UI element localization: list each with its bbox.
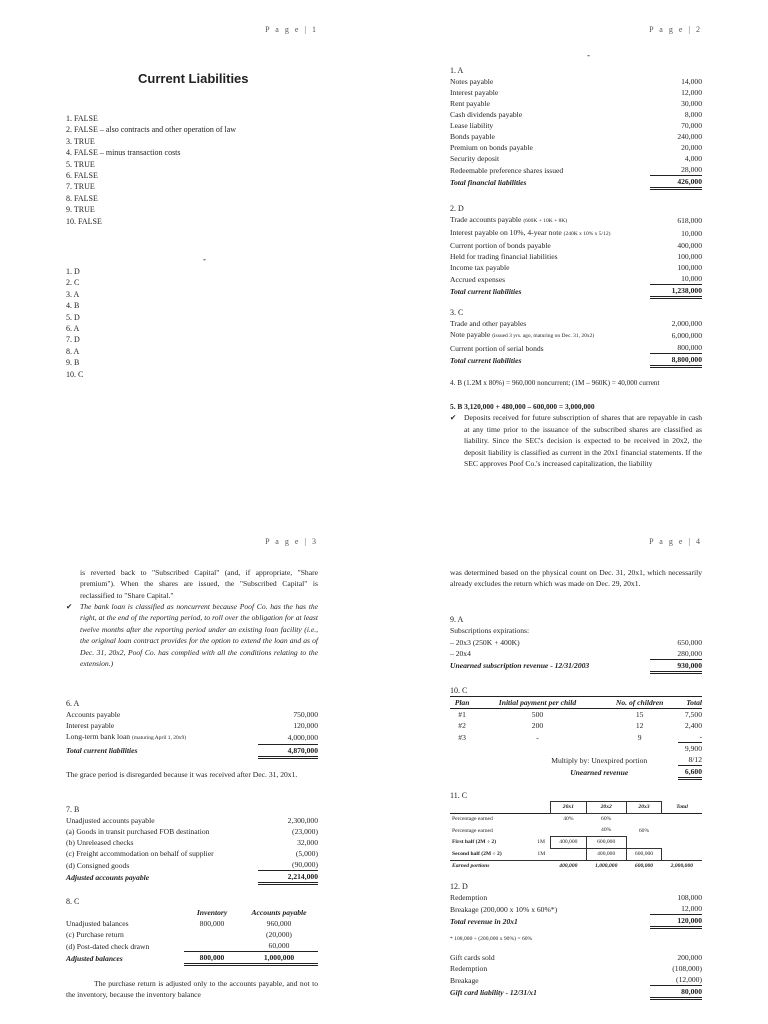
table-row <box>450 892 702 903</box>
row-amount: 650,000 <box>677 637 702 647</box>
total-label: Total current liabilities <box>450 286 522 296</box>
question-head: 7. B <box>66 805 80 814</box>
page-number: P a g e | 3 <box>265 537 318 546</box>
table-cell: 60% <box>601 816 612 823</box>
table-row <box>66 859 318 871</box>
row-amount: 120,000 <box>293 721 318 731</box>
row-label: (c) Purchase return <box>66 930 124 940</box>
page-number: P a g e | 4 <box>649 537 702 546</box>
total-value: 1,238,000 <box>650 285 702 298</box>
table-cell <box>551 849 586 861</box>
col-header: 20x2 <box>586 802 626 814</box>
q2-table <box>450 214 702 299</box>
total-row <box>66 952 318 965</box>
row-amount: 800,000 <box>650 342 702 354</box>
table-row <box>450 861 702 873</box>
table-cell: #3 <box>458 732 466 742</box>
q12-table <box>450 892 702 929</box>
row-label: Interest payable <box>450 88 499 98</box>
row-amount: 2,300,000 <box>287 816 318 826</box>
row-label: (d) Consigned goods <box>66 860 130 870</box>
document-title: Current Liabilities <box>138 71 249 86</box>
table-row <box>66 826 318 837</box>
table-row <box>450 240 702 251</box>
row-label: – 20x3 (250K + 400K) <box>450 637 520 647</box>
table-row <box>450 87 702 98</box>
answer-item: 4. B <box>66 301 80 311</box>
row-amount: 28,000 <box>650 164 702 176</box>
col-header: Accounts payable <box>251 908 307 918</box>
row-amount: 32,000 <box>297 838 318 848</box>
row-note: (240K x 10% x 5/12) <box>563 231 611 238</box>
table-row <box>450 849 702 861</box>
table-row <box>450 262 702 273</box>
table-cell: Percentage earned <box>452 827 493 834</box>
row-amount: (20,000) <box>266 930 292 940</box>
total-value: 930,000 <box>650 659 702 672</box>
continued-text: was determined based on the physical count on Dec. 31, 20x1, which necessarily already excludes the return which was made on Dec. 29, 20x1. <box>450 568 702 589</box>
q6-table <box>66 709 318 759</box>
table-row <box>450 214 702 227</box>
row-note: (maturing April 1, 20x9) <box>132 735 187 742</box>
row-amount: 100,000 <box>677 263 702 273</box>
row-amount: 12,000 <box>650 903 702 915</box>
answer-item: 6. A <box>66 324 80 334</box>
row-label: Note payable (issued 3 yrs. ago, maturing on Dec. 31, 20x2) <box>450 330 595 340</box>
table-cell <box>662 825 702 837</box>
answer-item: 1. FALSE <box>66 114 98 123</box>
q7-block <box>66 804 318 885</box>
col-header: Inventory <box>196 908 228 918</box>
row-label: Current portion of bonds payable <box>450 241 551 251</box>
table-row <box>66 815 318 826</box>
question-head: 8. C <box>66 897 80 906</box>
row-label: Gift cards sold <box>450 953 495 963</box>
table-cell: 600,000 <box>586 837 626 849</box>
row-amount: 8,000 <box>684 110 702 120</box>
table-cell: 600,000 <box>626 849 661 861</box>
row-label: Security deposit <box>450 154 500 164</box>
row-note: (600K + 10K + 8K) <box>523 218 568 225</box>
row-label: Accounts payable <box>66 710 121 720</box>
closing-text: The purchase return is adjusted only to the accounts payable, and not to the inventory, because the inventory balance <box>66 979 318 1000</box>
table-row <box>450 227 702 240</box>
q9-block <box>450 614 702 674</box>
row-label: Rent payable <box>450 99 490 109</box>
table-cell <box>662 849 702 861</box>
table-cell: 12 <box>635 721 644 731</box>
table-cell: 1M <box>537 851 546 858</box>
total-label: Total current liabilities <box>66 746 138 756</box>
row-amount <box>184 940 240 952</box>
table-row <box>66 918 318 929</box>
question-head: 1. A <box>450 66 464 75</box>
table-row <box>450 731 702 743</box>
result-label: Unearned revenue <box>570 767 629 777</box>
col-header: No. of children <box>615 698 664 708</box>
q1-block <box>450 65 702 190</box>
table-row <box>450 963 702 974</box>
table-row <box>66 720 318 731</box>
row-label: Trade and other payables <box>450 319 527 329</box>
row-label: – 20x4 <box>450 649 471 659</box>
total-value: 2,214,000 <box>258 871 318 884</box>
row-amount: 70,000 <box>681 121 702 131</box>
row-label: Bonds payable <box>450 132 495 142</box>
table-cell: 60% <box>638 827 650 834</box>
q4-answer: 4. B (1.2M x 80%) = 960,000 noncurrent; (1M – 960K) = 40,000 current <box>450 379 660 387</box>
part1-answers <box>66 113 236 227</box>
table-row <box>450 329 702 342</box>
total-value: 120,000 <box>650 915 702 928</box>
table-row <box>450 142 702 153</box>
row-label: Premium on bonds payable <box>450 143 533 153</box>
row-label: Held for trading financial liabilities <box>450 252 558 262</box>
q3-block <box>450 307 702 368</box>
row-label: Income tax payable <box>450 263 510 273</box>
answer-item: 8. A <box>66 346 80 356</box>
table-cell: 400,000 <box>586 849 626 861</box>
question-head: 6. A <box>66 699 80 708</box>
row-label: Cash dividends payable <box>450 110 523 120</box>
table-cell <box>532 825 551 837</box>
row-amount: 960,000 <box>266 919 292 929</box>
bank-loan-explanation: ✔ The bank loan is classified as noncurrent because Poof Co. has the has the right, at the end of the reporting period, to roll over the obligation for at least twelve months after the reporting period under an existing loan facility (i.e., the original loan contract provides for the option to extend the loan and as of Dec. 31, 20x2, Poof Co. has complied with all the conditions relating to the extension.) <box>66 602 318 669</box>
table-row <box>450 814 702 826</box>
q12-block <box>450 881 702 1000</box>
total-row <box>450 659 702 672</box>
q8-block <box>66 896 318 966</box>
total-label: Total financial liabilities <box>450 177 527 187</box>
row-amount: 10,000 <box>681 229 702 239</box>
q10-block <box>450 685 702 780</box>
gift-card-table <box>450 952 702 1000</box>
answer-item: 2. C <box>66 278 80 288</box>
table-row <box>450 164 702 176</box>
table-row <box>450 342 702 354</box>
answer-item: 1. D <box>66 267 80 276</box>
multiplier-label: Multiply by: Unexpired portion <box>551 755 648 765</box>
row-label: Current portion of serial bonds <box>450 343 544 353</box>
answer-item: 7. TRUE <box>66 182 95 192</box>
col-header <box>450 802 532 814</box>
question-head: 2. D <box>450 204 464 213</box>
row-amount: (12,000) <box>650 974 702 986</box>
table-cell: 40% <box>563 816 574 823</box>
page-number: P a g e | 2 <box>649 25 702 34</box>
section-separator: - <box>203 254 206 264</box>
question-head: 5. B 3,120,000 + 480,000 – 600,000 = 3,000,000 <box>450 402 595 411</box>
total-label: Adjusted balances <box>66 953 123 963</box>
row-label: Unadjusted balances <box>66 919 129 929</box>
table-cell: 2,400 <box>684 721 702 731</box>
row-amount: 400,000 <box>677 241 702 251</box>
table-cell: 7,500 <box>684 710 702 720</box>
row-amount: (5,000) <box>295 849 318 859</box>
table-cell <box>532 814 551 826</box>
col-header <box>532 802 551 814</box>
table-cell: 9 <box>637 732 642 742</box>
answer-item: 3. TRUE <box>66 136 95 146</box>
row-amount: 100,000 <box>677 252 702 262</box>
table-row <box>450 837 702 849</box>
q1-table <box>450 76 702 190</box>
row-amount: 12,000 <box>681 88 702 98</box>
table-cell <box>551 825 586 837</box>
q9-table <box>450 637 702 674</box>
row-label: (a) Goods in transit purchased FOB destination <box>66 827 210 837</box>
continued-text: is reverted back to "Subscribed Capital" (and, if appropriate, "Share premium"). When the shares are issued, the "Subscribed Capital" is reclassified to "Share Capital." <box>80 568 318 600</box>
table-cell: 600,000 <box>634 863 654 870</box>
table-row <box>450 76 702 87</box>
table-cell <box>662 837 702 849</box>
table-cell: Second half (2M ÷ 2) <box>452 851 502 858</box>
table-row <box>450 98 702 109</box>
row-amount: 108,000 <box>677 893 702 903</box>
grace-note: The grace period is disregarded because it was received after Dec. 31, 20x1. <box>66 770 298 779</box>
answer-item: 10. C <box>66 369 84 379</box>
q7-table <box>66 815 318 885</box>
row-label: (d) Post-dated check drawn <box>66 941 150 951</box>
table-cell: Percentage earned <box>452 816 493 823</box>
table-cell: Earned portions <box>452 863 490 870</box>
question-head: 10. C <box>450 686 468 695</box>
question-head: 11. C <box>450 791 468 800</box>
row-label: Lease liability <box>450 121 494 131</box>
table-cell: 15 <box>635 710 644 720</box>
table-row <box>450 120 702 131</box>
col-header: Total <box>676 804 688 811</box>
q5-explanation: ✔ Deposits received for future subscription of shares that are repayable in cash at any time prior to the issuance of the subscribed shares are classified as liability. Since the SEC's decision is expected to be received in 20x2, the deposit liability is classified as current in the 20x1 financial statements. If the SEC approves Poof Co.'s increased capitalization, the liability <box>450 413 702 469</box>
row-amount: 240,000 <box>677 132 702 142</box>
q11-block <box>450 790 702 872</box>
table-cell: 500 <box>531 710 544 720</box>
table-row <box>450 720 702 731</box>
total-value: 1,000,000 <box>240 952 318 965</box>
sub-heading: Subscriptions expirations: <box>450 626 530 636</box>
row-label: Breakage <box>450 975 479 985</box>
row-label: Interest payable on 10%, 4-year note (240K x 10% x 5/12) <box>450 228 611 238</box>
multiplier-value: 8/12 <box>678 754 702 766</box>
col-header: 20x3 <box>626 802 661 814</box>
page-number: P a g e | 1 <box>265 25 318 34</box>
row-label: Unadjusted accounts payable <box>66 816 155 826</box>
col-header: Initial payment per child <box>498 698 577 708</box>
table-cell: 400,000 <box>559 863 578 870</box>
table-row <box>450 153 702 164</box>
table-cell: First half (2M ÷ 2) <box>452 839 497 846</box>
table-row <box>450 974 702 986</box>
table-cell: 1,000,000 <box>595 863 618 870</box>
total-row <box>66 744 318 757</box>
row-amount: 20,000 <box>681 143 702 153</box>
row-label: Trade accounts payable (600K + 10K + 8K) <box>450 215 568 225</box>
row-amount: 280,000 <box>650 648 702 660</box>
table-cell: 400,000 <box>551 837 586 849</box>
q10-table <box>450 696 702 780</box>
row-amount: 618,000 <box>677 216 702 226</box>
row-label: Interest payable <box>66 721 115 731</box>
table-row <box>450 318 702 329</box>
table-row <box>450 903 702 915</box>
row-amount: (90,000) <box>258 859 318 871</box>
table-row <box>450 273 702 285</box>
answer-item: 4. FALSE – minus transaction costs <box>66 148 181 158</box>
row-amount: 10,000 <box>650 273 702 285</box>
total-label: Gift card liability - 12/31/x1 <box>450 987 537 997</box>
total-label: Unearned subscription revenue - 12/31/2003 <box>450 661 590 671</box>
q5-block <box>450 401 702 469</box>
col-header: Plan <box>454 698 470 708</box>
total-row <box>450 176 702 189</box>
total-label: Adjusted accounts payable <box>66 872 150 882</box>
row-amount: (23,000) <box>292 827 318 837</box>
row-amount: 4,000 <box>684 154 702 164</box>
result-value: 6,600 <box>678 766 702 779</box>
q6-block <box>66 698 318 759</box>
checkmark-icon: ✔ <box>66 602 73 611</box>
row-amount: 750,000 <box>293 710 318 720</box>
row-amount: 4,000,000 <box>258 731 318 744</box>
table-row <box>450 109 702 120</box>
table-row <box>450 825 702 837</box>
table-row <box>450 251 702 262</box>
q11-table <box>450 801 702 872</box>
total-row <box>450 285 702 298</box>
answer-item: 7. D <box>66 335 80 345</box>
row-label: Notes payable <box>450 77 494 87</box>
footnote: * 108,000 ÷ (200,000 x 90%) = 60% <box>450 936 533 943</box>
row-label: Redeemable preference shares issued <box>450 165 564 175</box>
q3-table <box>450 318 702 368</box>
row-label: Redemption <box>450 964 488 974</box>
table-row <box>66 731 318 744</box>
col-header: 20x1 <box>551 802 586 814</box>
table-row <box>450 637 702 648</box>
answer-item: 3. A <box>66 289 80 299</box>
table-row <box>450 952 702 963</box>
table-cell <box>626 814 661 826</box>
answer-item: 8. FALSE <box>66 193 98 203</box>
total-label: Total revenue in 20x1 <box>450 916 518 926</box>
total-label: Total current liabilities <box>450 355 522 365</box>
row-amount: (108,000) <box>672 964 702 974</box>
table-row <box>66 929 318 940</box>
table-row <box>450 709 702 721</box>
answer-item: 2. FALSE – also contracts and other operation of law <box>66 125 237 135</box>
q2-block <box>450 203 702 299</box>
table-cell: - <box>699 732 702 742</box>
checkmark-icon: ✔ <box>450 413 457 423</box>
total-row <box>450 915 702 928</box>
row-amount: 14,000 <box>681 77 702 87</box>
table-cell: 2,000,000 <box>670 863 694 870</box>
table-cell <box>626 837 661 849</box>
total-value: 8,800,000 <box>650 354 702 367</box>
col-header: Total <box>686 698 702 708</box>
total-value: 426,000 <box>650 176 702 189</box>
row-label: Long-term bank loan (maturing April 1, 20x9) <box>66 732 187 742</box>
question-head: 9. A <box>450 615 464 624</box>
table-row <box>66 940 318 952</box>
part2-answers <box>66 266 83 380</box>
total-value: 800,000 <box>184 952 240 965</box>
row-label: Breakage (200,000 x 10% x 60%*) <box>450 904 558 914</box>
table-cell: #1 <box>458 710 466 720</box>
answer-item: 10. FALSE <box>66 216 102 226</box>
answer-item: 5. TRUE <box>66 159 95 169</box>
total-value: 4,870,000 <box>258 744 318 757</box>
answer-item: 9. B <box>66 358 80 368</box>
sum-value: 9,900 <box>678 743 702 755</box>
section-separator: - <box>587 50 590 60</box>
total-row <box>66 871 318 884</box>
answer-item: 9. TRUE <box>66 205 95 215</box>
q8-table <box>66 907 318 966</box>
page-3 <box>0 512 384 1024</box>
answer-item: 6. FALSE <box>66 171 98 181</box>
answer-item: 5. D <box>66 312 80 322</box>
row-note: (issued 3 yrs. ago, maturing on Dec. 31, 20x2) <box>492 333 595 340</box>
table-row <box>450 131 702 142</box>
row-amount: 60,000 <box>240 940 318 952</box>
row-label: (c) Freight accommodation on behalf of supplier <box>66 849 214 859</box>
table-row <box>450 648 702 660</box>
total-row <box>450 986 702 999</box>
table-cell: #2 <box>458 721 466 731</box>
table-cell <box>662 814 702 826</box>
row-amount: 200,000 <box>677 953 702 963</box>
row-amount: 2,000,000 <box>671 319 702 329</box>
row-label: (b) Unreleased checks <box>66 838 134 848</box>
total-value: 80,000 <box>650 986 702 999</box>
row-amount: 30,000 <box>681 99 702 109</box>
row-label: Redemption <box>450 893 488 903</box>
page-2 <box>384 0 768 512</box>
row-amount <box>184 929 240 940</box>
table-row <box>66 848 318 859</box>
page-4 <box>384 512 768 1024</box>
row-label: Accrued expenses <box>450 274 506 284</box>
row-amount: 800,000 <box>199 919 225 929</box>
table-row <box>66 837 318 848</box>
row-amount: 6,000,000 <box>671 331 702 341</box>
question-head: 12. D <box>450 882 468 891</box>
question-head: 3. C <box>450 308 464 317</box>
total-row <box>450 354 702 367</box>
table-cell: - <box>536 732 539 742</box>
table-cell: 1M <box>537 839 545 846</box>
table-cell: 40% <box>601 827 612 834</box>
page-1 <box>0 0 384 512</box>
table-row <box>66 709 318 720</box>
table-cell: 200 <box>531 721 544 731</box>
table-cell <box>532 861 551 873</box>
